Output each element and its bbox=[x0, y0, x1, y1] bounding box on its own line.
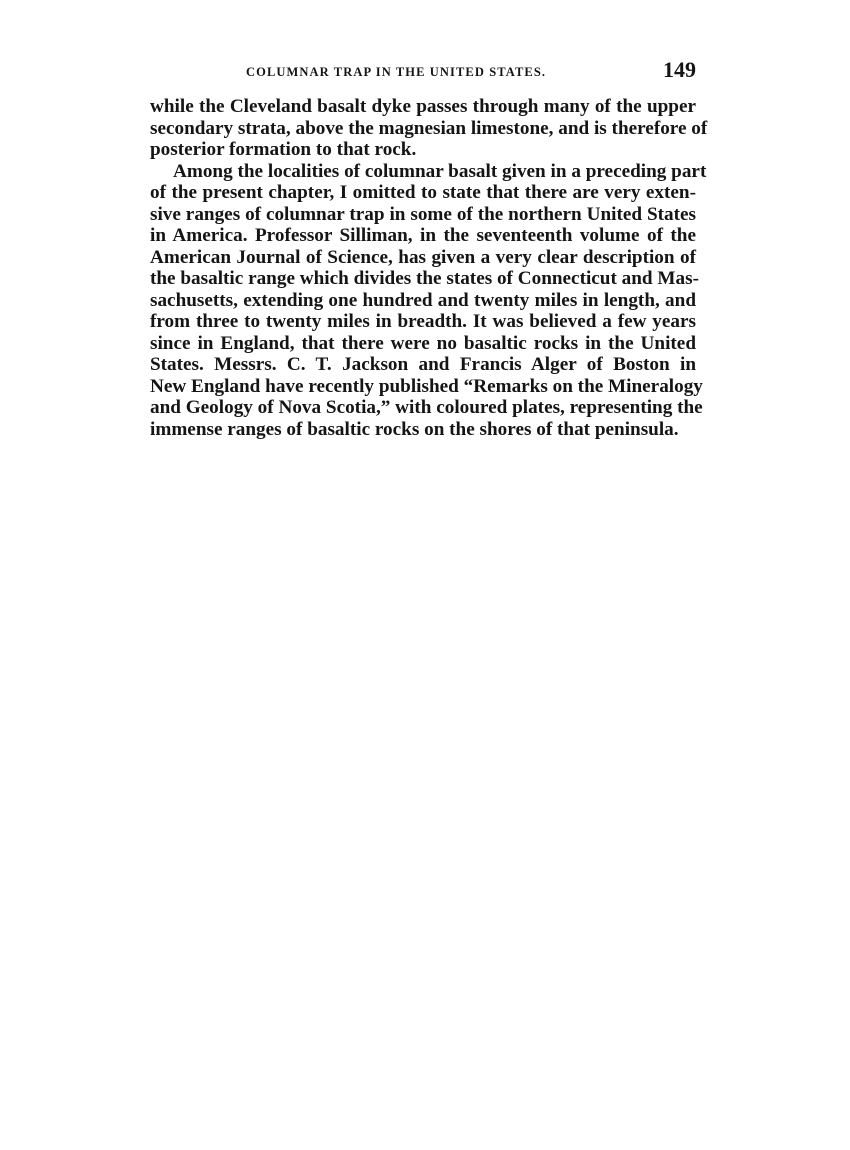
page-number: 149 bbox=[663, 57, 696, 82]
text-line: New England have recently published “Remarks on the Mineralogy bbox=[150, 375, 703, 397]
text-line: since in England, that there were no basaltic rocks in the United bbox=[150, 332, 696, 354]
text-line: sachusetts, extending one hundred and twenty miles in length, and bbox=[150, 289, 696, 311]
text-line: immense ranges of basaltic rocks on the shores of that peninsula. bbox=[150, 418, 679, 440]
text-line: the basaltic range which divides the states of Connecticut and Mas- bbox=[150, 268, 699, 289]
text-line: and Geology of Nova Scotia,” with coloured plates, representing the bbox=[150, 397, 703, 418]
paragraph-first-line: Among the localities of columnar basalt given in a preceding part bbox=[173, 160, 707, 182]
text-line: secondary strata, above the magnesian limestone, and is therefore of bbox=[150, 117, 708, 139]
text-line: States. Messrs. C. T. Jackson and Francis Alger of Boston in bbox=[150, 354, 696, 375]
text-line: sive ranges of columnar trap in some of the northern United States bbox=[150, 203, 696, 225]
text-line: in America. Professor Silliman, in the seventeenth volume of the bbox=[150, 225, 696, 246]
running-header bbox=[150, 57, 700, 89]
text-line: American Journal of Science, has given a very clear description of bbox=[150, 246, 696, 268]
text-line: while the Cleveland basalt dyke passes through many of the upper bbox=[150, 96, 696, 117]
text-line: of the present chapter, I omitted to state that there are very exten- bbox=[150, 182, 696, 203]
text-line: from three to twenty miles in breadth. It was believed a few years bbox=[150, 311, 696, 332]
text-line: posterior formation to that rock. bbox=[150, 139, 417, 160]
body-text bbox=[150, 96, 708, 440]
running-title: COLUMNAR TRAP IN THE UNITED STATES. bbox=[246, 65, 547, 79]
